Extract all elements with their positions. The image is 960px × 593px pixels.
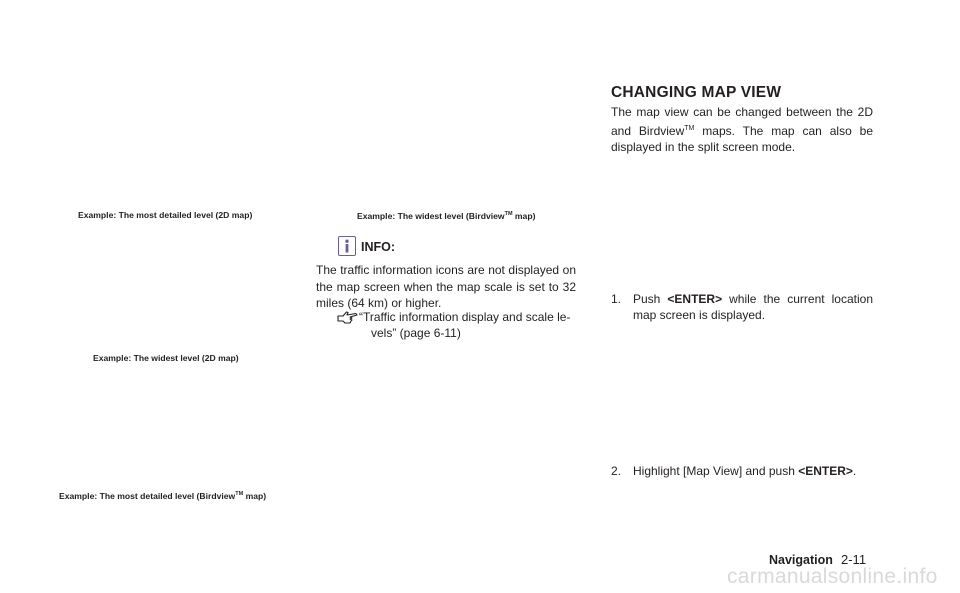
- caption-2d-widest: Example: The widest level (2D map): [93, 353, 239, 363]
- enter-key-label: <ENTER>: [667, 292, 723, 306]
- footer-page-number: 2-11: [841, 552, 867, 567]
- step-1-text-line2: map screen is displayed.: [633, 308, 766, 322]
- section-intro: [611, 104, 873, 156]
- intro-text: The map view can be changed between the 2D and Birdview: [611, 105, 873, 138]
- step-1-number: 1.: [611, 292, 622, 306]
- caption-2d-detailed: Example: The most detailed level (2D map): [78, 210, 253, 220]
- intro-text: maps. The map can also be displayed in the split screen mode.: [611, 123, 874, 154]
- step-text: Push: [633, 292, 668, 306]
- step-2-number: 2.: [611, 464, 622, 478]
- enter-key-label: <ENTER>: [798, 464, 853, 478]
- trademark-mark: TM: [235, 491, 244, 498]
- step-text: Highlight [Map View] and push: [633, 464, 799, 478]
- info-reference-line1: “Traffic information display and scale le-: [359, 310, 571, 324]
- caption-text: Example: The most detailed level (Birdview: [59, 491, 236, 501]
- caption-text: map): [512, 211, 536, 221]
- caption-birdview-widest: [357, 211, 535, 221]
- reference-hand-icon: [337, 311, 359, 329]
- step-2-text: [633, 463, 856, 480]
- trademark-mark: TM: [504, 211, 513, 218]
- section-heading: CHANGING MAP VIEW: [611, 84, 782, 101]
- step-text: .: [852, 464, 857, 478]
- caption-text: Example: The widest level (Birdview: [357, 211, 505, 221]
- step-1-text: [633, 291, 873, 308]
- trademark-mark: TM: [684, 124, 695, 132]
- step-text: while the current location: [722, 292, 874, 306]
- info-reference-line2: vels” (page 6-11): [371, 326, 461, 340]
- info-title: INFO:: [361, 240, 396, 254]
- info-icon: [338, 236, 356, 256]
- footer-section-label: Navigation: [769, 553, 833, 567]
- caption-birdview-detailed: [59, 491, 266, 501]
- watermark-text: carmanualsonline.info: [727, 565, 938, 588]
- caption-text: map): [243, 491, 267, 501]
- info-body: The traffic information icons are not displayed on the map screen when the map scale is set to 32 miles (64 km) or higher.: [316, 263, 576, 310]
